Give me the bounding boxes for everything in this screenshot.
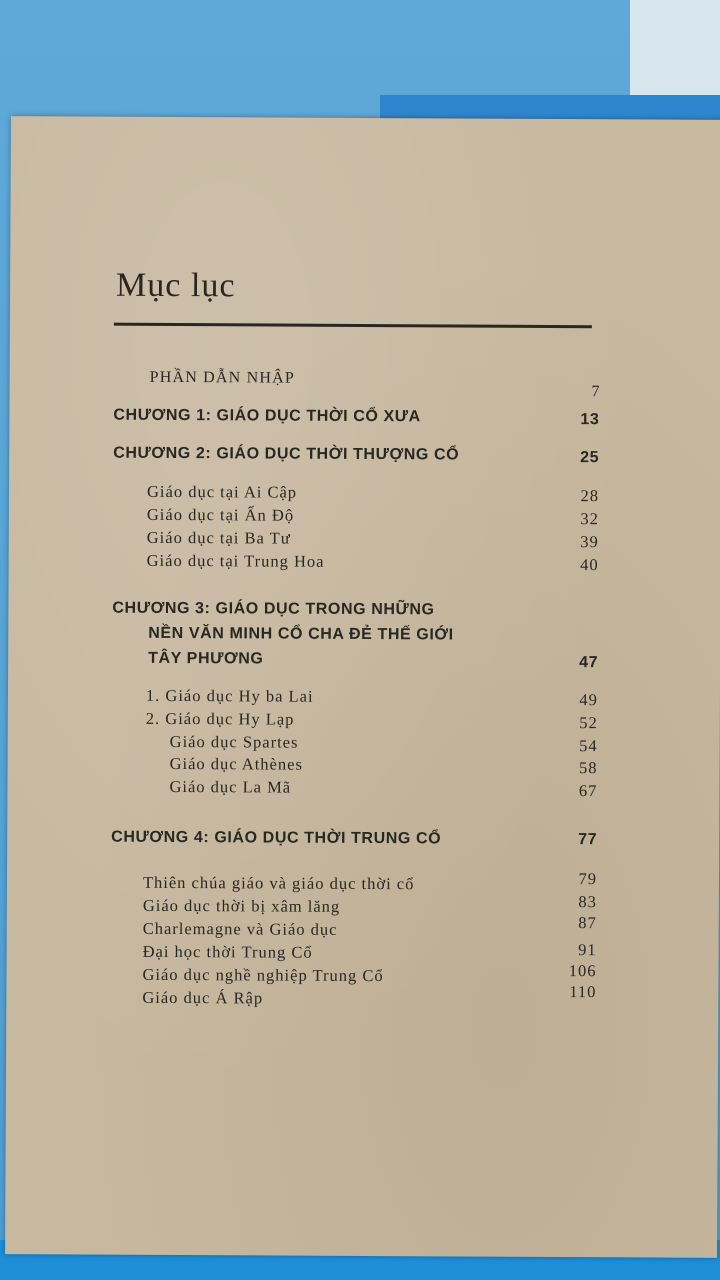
toc-entry-page: 79 [578, 869, 598, 889]
toc-entry-page: 58 [579, 758, 598, 778]
title-rule [114, 323, 592, 329]
toc-entry-label: 1. Giáo dục Hy ba Lai [145, 685, 314, 706]
toc-chapter-label: CHƯƠNG 3: GIÁO DỤC TRONG NHỮNG [112, 599, 435, 619]
toc-entry [9, 550, 720, 578]
toc-entry-label: Thiên chúa giáo và giáo dục thời cổ [142, 872, 415, 894]
toc-entry-label: Giáo dục tại Ai Cập [146, 481, 298, 502]
toc-chapter-page: 77 [578, 831, 598, 849]
toc-entry-label: 2. Giáo dục Hy Lạp [145, 708, 295, 729]
toc-entry-page: 87 [578, 913, 597, 933]
page-title: Mục lục [116, 266, 236, 305]
toc-entry-label: Giáo dục tại Ba Tư [146, 527, 291, 548]
toc-entry-label: Giáo dục Athènes [169, 753, 303, 774]
toc-entry-page: 54 [579, 736, 598, 756]
toc-entry-label: Charlemagne và Giáo dục [142, 918, 338, 939]
book-page [5, 116, 720, 1258]
toc-entry-label: Giáo dục tại Ấn Độ [146, 504, 295, 525]
toc-entry-page: 67 [578, 781, 598, 801]
toc-chapter-label: NỀN VĂN MINH CỔ CHA ĐẺ THẾ GIỚI [148, 624, 454, 644]
toc-entry-label: Giáo dục nghề nghiệp Trung Cổ [142, 964, 384, 986]
toc-chapter-page: 25 [580, 449, 600, 467]
toc-chapter [7, 828, 719, 856]
toc-entry [6, 982, 718, 1015]
toc-entry-label: Giáo dục tại Trung Hoa [146, 550, 325, 571]
toc-entry [7, 776, 719, 804]
toc-entry-page: 83 [578, 892, 597, 912]
toc-chapter-continued [8, 624, 720, 652]
toc-entry-page: 28 [580, 486, 600, 506]
toc-entry [10, 368, 720, 401]
toc-entry-label: Giáo dục Á Rập [142, 987, 264, 1008]
toc-chapter-label: CHƯƠNG 2: GIÁO DỤC THỜI THƯỢNG CỔ [113, 444, 460, 464]
toc-chapter-label: TÂY PHƯƠNG [148, 649, 264, 668]
toc-chapter [9, 444, 720, 472]
toc-entry-label: Giáo dục La Mã [169, 776, 292, 797]
toc-entry-page: 106 [568, 961, 597, 981]
toc-chapter-label: CHƯƠNG 1: GIÁO DỤC THỜI CỔ XƯA [113, 406, 421, 426]
toc-entry-page: 39 [580, 532, 599, 552]
toc-chapter [9, 406, 720, 434]
toc-entry-label: Giáo dục thời bị xâm lăng [142, 895, 341, 916]
toc-entry-label: Đại học thời Trung Cổ [142, 941, 313, 962]
toc-entry-label: PHẦN DẪN NHẬP [149, 368, 296, 387]
toc-entry-page: 40 [580, 555, 599, 575]
toc-chapter-label: CHƯƠNG 4: GIÁO DỤC THỜI TRUNG CỔ [111, 828, 442, 848]
toc-chapter [8, 599, 720, 627]
toc-chapter-continued [8, 649, 720, 677]
toc-entry-page: 91 [578, 940, 597, 960]
toc-entry-page: 7 [591, 383, 600, 401]
toc-entry-page: 52 [579, 713, 598, 733]
toc-entry-label: Giáo dục Spartes [169, 731, 299, 752]
toc-entry-page: 110 [569, 982, 597, 1002]
toc-entry-page: 32 [580, 509, 599, 529]
toc-chapter-page: 13 [580, 411, 600, 429]
toc-entry-page: 49 [579, 690, 598, 710]
toc-chapter-page: 47 [579, 654, 599, 672]
